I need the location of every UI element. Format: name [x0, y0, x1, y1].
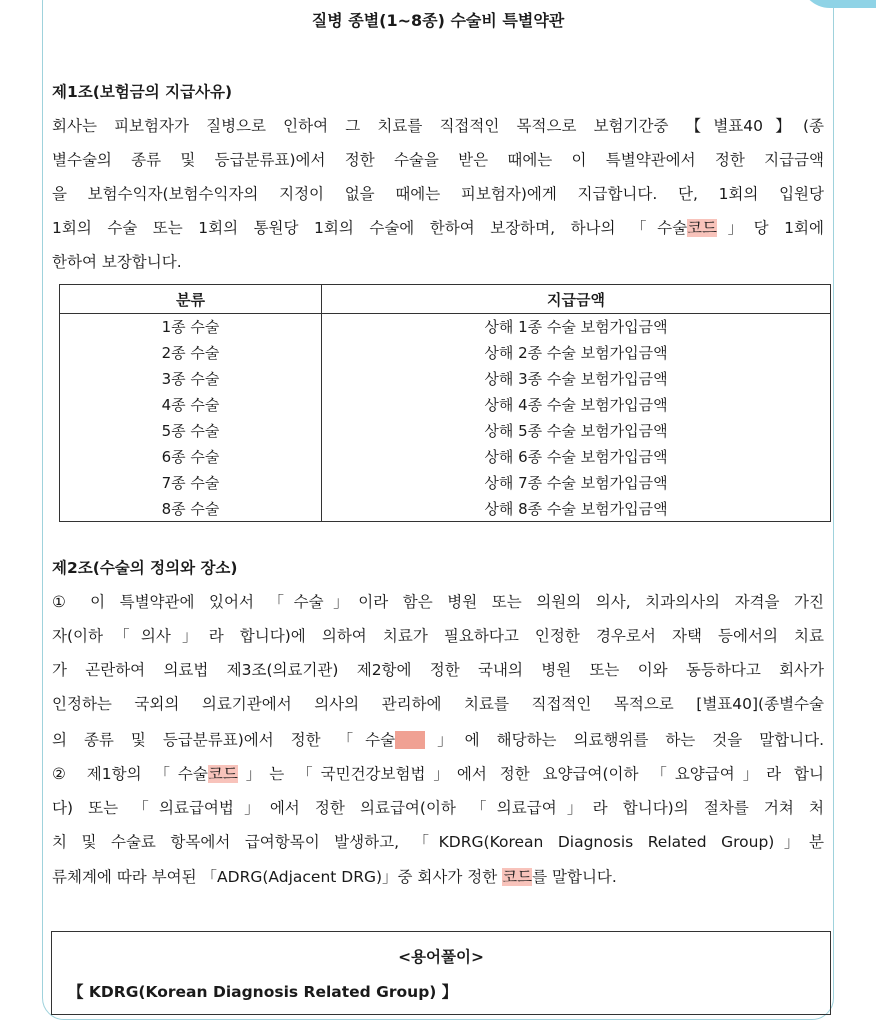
- glossary-title: <용어풀이>: [398, 948, 484, 966]
- article2-line-9: 류체계에 따라 부여된 「ADRG(Adjacent DRG)」중 회사가 정한 코드를 말합니다.: [52, 868, 617, 886]
- header-category: 분류: [60, 285, 322, 314]
- table-row: 6종 수술 상해 6종 수술 보험가입금액: [60, 443, 831, 469]
- table-row: 7종 수술 상해 7종 수술 보험가입금액: [60, 469, 831, 495]
- article2-heading: 제2조(수술의 정의와 장소): [52, 559, 238, 577]
- article2-line-3: 가 곤란하여 의료법 제3조(의료기관) 제2항에 정한 국내의 병원 또는 이와 동등하다고 회사가: [52, 661, 824, 679]
- article1-line-3: 을 보험수익자(보험수익자의 지정이 없을 때에는 피보험자)에게 지급합니다. 단, 1회의 입원당: [52, 185, 824, 203]
- article2-line-1: ① 이 특별약관에 있어서 「수술」이라 함은 병원 또는 의원의 의사, 치과의사의 자격을 가진: [52, 593, 824, 611]
- article2-line-2: 자(이하「의사」라 합니다)에 의하여 치료가 필요하다고 인정한 경우로서 자택 등에서의 치료: [52, 627, 824, 645]
- table-row: 2종 수술 상해 2종 수술 보험가입금액: [60, 340, 831, 366]
- article2-line-8: 치 및 수술료 항목에서 급여항목이 발생하고, 「KDRG(Korean Diagnosis Related Group)」분: [52, 833, 824, 851]
- table-row: 5종 수술 상해 5종 수술 보험가입금액: [60, 418, 831, 444]
- article1-line-2: 별수술의 종류 및 등급분류표)에서 정한 수술을 받은 때에는 이 특별약관에서 정한 지급금액: [52, 151, 824, 169]
- article1-line-1: 회사는 피보험자가 질병으로 인하여 그 치료를 직접적인 목적으로 보험기간중 【별표40】(종: [52, 117, 824, 135]
- table-row: 1종 수술 상해 1종 수술 보험가입금액: [60, 314, 831, 340]
- article2-line-6: ② 제1항의 「수술코드」는 「국민건강보험법」에서 정한 요양급여(이하 「요양급여」라 합니: [52, 765, 824, 783]
- article2-line-5: 의 종류 및 등급분류표)에서 정한 「수술코드」에 해당하는 의료행위를 하는 것을 말합니다.: [52, 731, 825, 749]
- benefit-table: [59, 284, 831, 522]
- glossary-term: 【 KDRG(Korean Diagnosis Related Group) 】: [68, 983, 458, 1001]
- header-amount: 지급금액: [322, 285, 831, 314]
- table-header-row: [60, 285, 831, 314]
- article2-line-4: 인정하는 국외의 의료기관에서 의사의 관리하에 치료를 직접적인 목적으로 [별표40](종별수술: [52, 695, 824, 713]
- highlight-code: 코드: [687, 219, 717, 237]
- table-row: 4종 수술 상해 4종 수술 보험가입금액: [60, 392, 831, 418]
- highlight-code: 코드: [395, 731, 426, 749]
- article1-heading: 제1조(보험금의 지급사유): [52, 83, 233, 101]
- highlight-code: 코드: [502, 868, 533, 886]
- highlight-code: 코드: [207, 765, 238, 783]
- glossary-box: [51, 931, 831, 1015]
- document-title: 질병 종별(1~8종) 수술비 특별약관: [311, 11, 565, 30]
- article1-line-4: 1회의 수술 또는 1회의 통원당 1회의 수술에 한하여 보장하며, 하나의 「수술코드」당 1회에: [52, 219, 824, 237]
- table-row: 3종 수술 상해 3종 수술 보험가입금액: [60, 366, 831, 392]
- article2-line-7: 다) 또는 「의료급여법」에서 정한 의료급여(이하 「의료급여」라 합니다)의 절차를 거쳐 처: [52, 799, 824, 817]
- table-row: 8종 수술 상해 8종 수술 보험가입금액: [60, 495, 831, 521]
- article1-line-5: 한하여 보장합니다.: [52, 253, 182, 271]
